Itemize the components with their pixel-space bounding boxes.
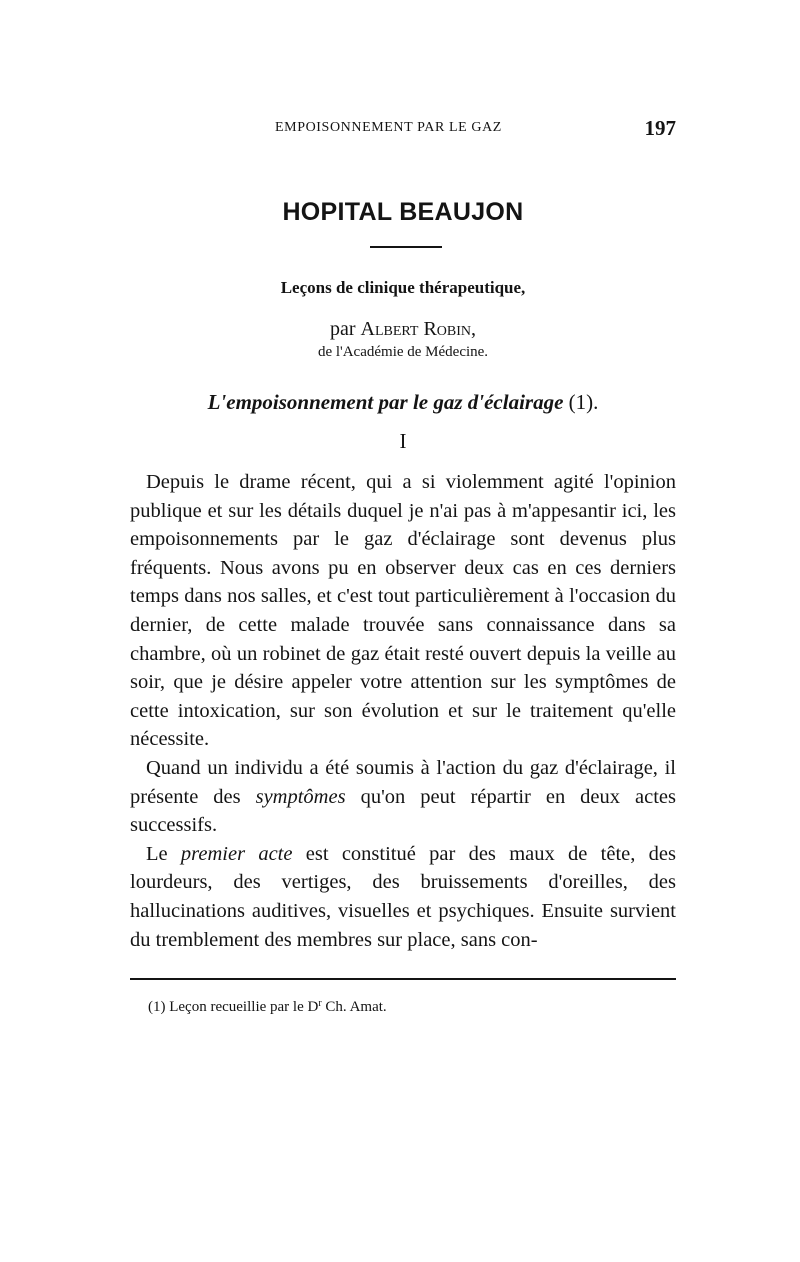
footnote-rule [130,978,676,980]
p2-text-b: qu'on peut répartir en deux actes successifs. [130,785,676,837]
author-affiliation: de l'Académie de Médecine. [317,344,489,360]
author-line [130,318,676,341]
subject-footnote-ref: (1). [563,390,599,414]
lecture-subject [130,390,676,415]
paragraph-2 [130,754,676,840]
p3-text-b: est constitué par des maux de tête, des lourdeurs, des vertiges, des bruissements d'oreilles, des hallucinations auditives, visuelles et psychiques. Ensuite survient du tremblement des membres sur place, sans con- [130,842,676,951]
p2-italic: symptômes [255,785,346,808]
footnote-text: (1) Leçon recueillie par le D [148,999,319,1015]
author-prefix: par [329,318,361,340]
running-head-title: EMPOISONNEMENT PAR LE GAZ [275,120,502,135]
hospital-heading: HOPITAL BEAUJON [282,198,524,226]
body-text [130,468,676,954]
title-rule [370,246,442,248]
footnote-suffix: Ch. Amat. [321,999,387,1015]
p2-text-a: Quand un individu a été soumis à l'action du gaz d'éclairage, il présente des [130,756,676,808]
author-name: Albert Robin, [360,318,477,340]
footnote [148,998,676,1016]
lecture-series-title: Leçons de clinique thérapeutique, [280,278,526,297]
paragraph-3 [130,840,676,954]
subject-title: L'empoisonnement par le gaz d'éclairage [207,390,564,414]
running-head [130,116,676,144]
p3-italic: premier acte [180,842,293,865]
page-number: 197 [644,116,676,140]
footnote-superscript: r [318,998,322,1009]
paragraph-1: Depuis le drame récent, qui a si violemment agité l'opinion publique et sur les détails duquel je n'ai pas à m'appesantir ici, les empoisonnements par le gaz d'éclairage sont devenus plus fréquents. Nous avons pu en observer deux cas en ces derniers temps dans nos salles, et c'est tout particulièrement à l'occasion du dernier, de cette malade trouvée sans connaissance dans sa chambre, où un robinet de gaz était resté ouvert depuis la veille au soir, que je désire appeler votre attention sur les symptômes de cette intoxication, sur son évolution et sur le traitement qu'elle nécessite. [130,471,676,751]
p3-text-a: Le [146,842,181,865]
section-number: I [399,429,407,453]
